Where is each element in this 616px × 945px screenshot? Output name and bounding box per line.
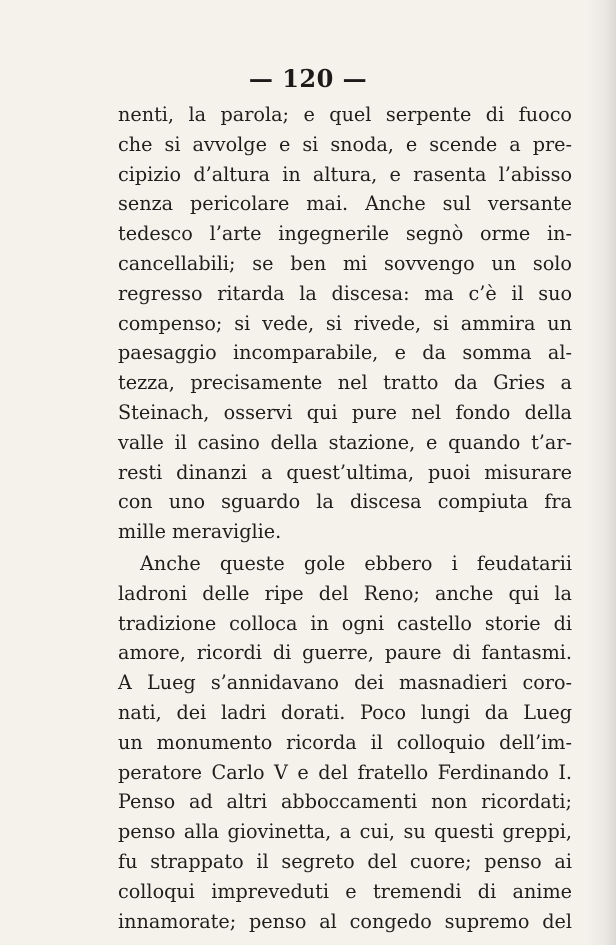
text-line: con uno sguardo la discesa compiuta fra	[118, 490, 572, 514]
text-line: tezza, precisamente nel tratto da Gries a	[118, 371, 572, 395]
text-line: resti dinanzi a quest’ultima, puoi misurare	[118, 460, 572, 484]
text-line: innamorate; penso al congedo supremo del	[118, 909, 572, 933]
body-text	[118, 100, 572, 936]
text-line: cipizio d’altura in altura, e rasenta l’abisso	[118, 162, 572, 186]
paragraph-2	[118, 549, 572, 936]
page-number: — 120 —	[248, 64, 368, 93]
text-line: amore, ricordi di guerre, paure di fantasmi.	[118, 641, 572, 665]
text-line: che si avvolge e si snoda, e scende a pre-	[118, 132, 572, 156]
text-line: fu strappato il segreto del cuore; penso ai	[118, 849, 572, 873]
text-line: regresso ritarda la discesa: ma c’è il suo	[118, 281, 572, 305]
text-line: valle il casino della stazione, e quando t’ar-	[118, 430, 572, 454]
text-line: nati, dei ladri dorati. Poco lungi da Lueg	[118, 700, 572, 724]
text-line: tedesco l’arte ingegnerile segnò orme in-	[118, 222, 572, 246]
text-line: penso alla giovinetta, a cui, su questi greppi,	[118, 820, 572, 844]
text-line: senza pericolare mai. Anche sul versante	[118, 192, 572, 216]
text-line-last: mille meraviglie.	[118, 520, 282, 544]
text-line: A Lueg s’annidavano dei masnadieri coro-	[118, 671, 572, 695]
text-line: cancellabili; se ben mi sovvengo un solo	[118, 251, 572, 275]
text-line: tradizione colloca in ogni castello storie di	[118, 611, 572, 635]
text-line: colloqui impreveduti e tremendi di anime	[118, 879, 572, 903]
page-edge-shadow	[586, 0, 616, 945]
text-line: compenso; si vede, si rivede, si ammira un	[118, 311, 572, 335]
text-line: Steinach, osservi qui pure nel fondo della	[118, 400, 572, 424]
paragraph-1	[118, 100, 572, 547]
text-line: Penso ad altri abboccamenti non ricordati;	[118, 790, 572, 814]
text-line-indented: Anche queste gole ebbero i feudatarii	[140, 551, 572, 575]
text-line: peratore Carlo V e del fratello Ferdinando I.	[118, 760, 572, 784]
text-line: paesaggio incomparabile, e da somma al-	[118, 341, 572, 365]
text-line: ladroni delle ripe del Reno; anche qui la	[118, 581, 572, 605]
text-line: nenti, la parola; e quel serpente di fuoco	[118, 103, 572, 126]
text-line: un monumento ricorda il colloquio dell’im-	[118, 730, 572, 754]
